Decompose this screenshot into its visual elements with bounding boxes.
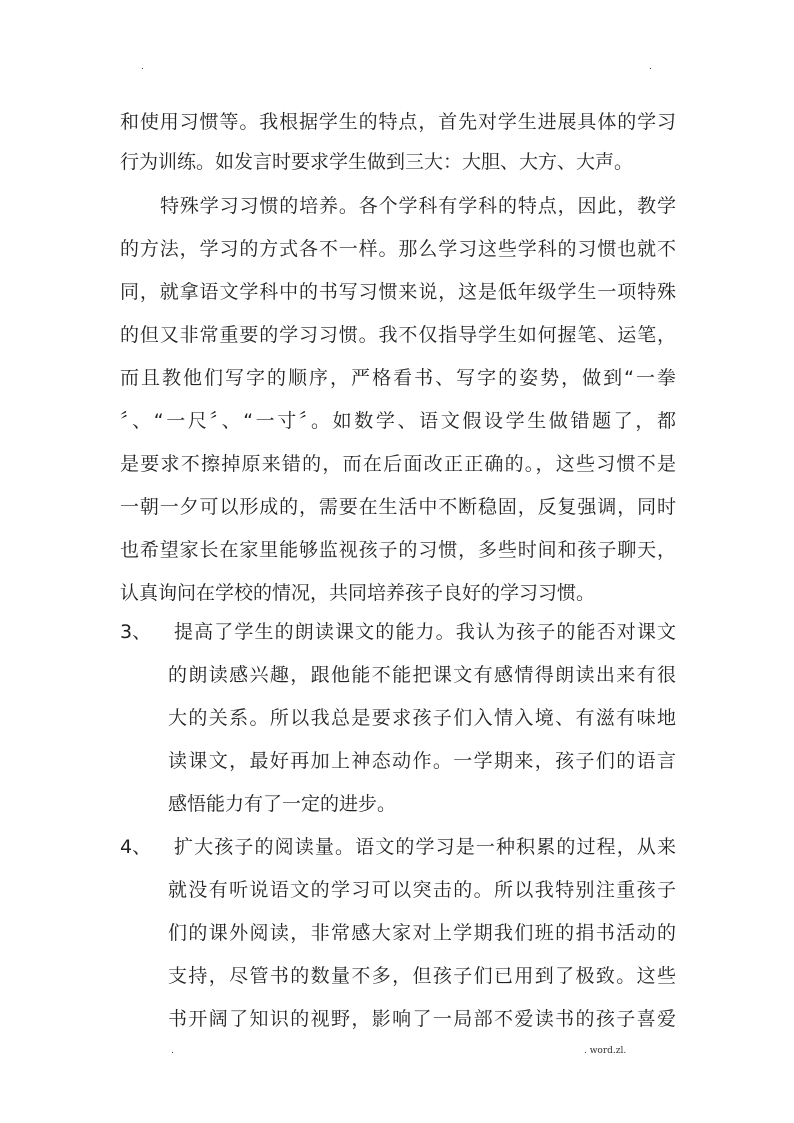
- text-line: 的但又非常重要的学习习惯。我不仅指导学生如何握笔、运笔，: [120, 324, 676, 346]
- list-item-3-line: 的朗读感兴趣，跟他能不能把课文有感情得朗读出来有很: [168, 664, 676, 686]
- footer-left-mark: .: [171, 1046, 174, 1056]
- text-line: 行为训练。如发言时要求学生做到三大：大胆、大方、大声。: [120, 151, 634, 173]
- list-item-4-line: 们的课外阅读，非常感大家对上学期我们班的捐书活动的: [168, 922, 676, 944]
- text-line: 也希望家长在家里能够监视孩子的习惯，多些时间和孩子聊天，: [120, 539, 676, 561]
- text-line: 的方法，学习的方式各不一样。那么学习这些学科的习惯也就不: [120, 238, 676, 260]
- list-item-3-line: 感悟能力有了一定的进步。: [168, 793, 397, 815]
- list-item-3-line: 大的关系。所以我总是要求孩子们入情入境、有滋有味地: [168, 707, 676, 729]
- text-line: 一朝一夕可以形成的，需要在生活中不断稳固，反复强调，同时: [120, 496, 676, 518]
- list-item-4-line: 就没有听说语文的学习可以突击的。所以我特别注重孩子: [168, 879, 676, 901]
- header-left-mark: .: [141, 62, 144, 72]
- list-item-3-line: 提高了学生的朗读课文的能力。我认为孩子的能否对课文: [174, 621, 676, 643]
- text-line: 是要求不擦掉原来错的，而在后面改正正确的。，这些习惯不是: [120, 453, 676, 475]
- text-line: 同，就拿语文学科中的书写习惯来说，这是低年级学生一项特殊: [120, 281, 676, 303]
- text-line: 和使用习惯等。我根据学生的特点，首先对学生进展具体的学习: [120, 111, 676, 133]
- text-line: 〞、“一尺〞、“一寸〞。如数学、语文假设学生做错题了，都: [120, 410, 676, 432]
- list-number-4: 4、: [120, 836, 152, 858]
- list-number-3: 3、: [120, 621, 152, 643]
- list-item-4-line: 扩大孩子的阅读量。语文的学习是一种积累的过程，从来: [174, 836, 676, 858]
- header-right-mark: .: [649, 62, 652, 72]
- text-line: 而且教他们写字的顺序，严格看书、写字的姿势，做到“一拳: [120, 367, 676, 389]
- footer-right-mark: . word.zl.: [584, 1046, 627, 1056]
- list-item-4-line: 书开阔了知识的视野，影响了一局部不爱读书的孩子喜爱: [168, 1008, 676, 1030]
- paragraph-first-line: 特殊学习习惯的培养。各个学科有学科的特点，因此，教学: [160, 195, 676, 217]
- list-item-4-line: 支持，尽管书的数量不多，但孩子们已用到了极致。这些: [168, 965, 676, 987]
- text-line: 认真询问在学校的情况，共同培养孩子良好的学习习惯。: [120, 582, 596, 604]
- list-item-3-line: 读课文，最好再加上神态动作。一学期来，孩子们的语言: [168, 750, 676, 772]
